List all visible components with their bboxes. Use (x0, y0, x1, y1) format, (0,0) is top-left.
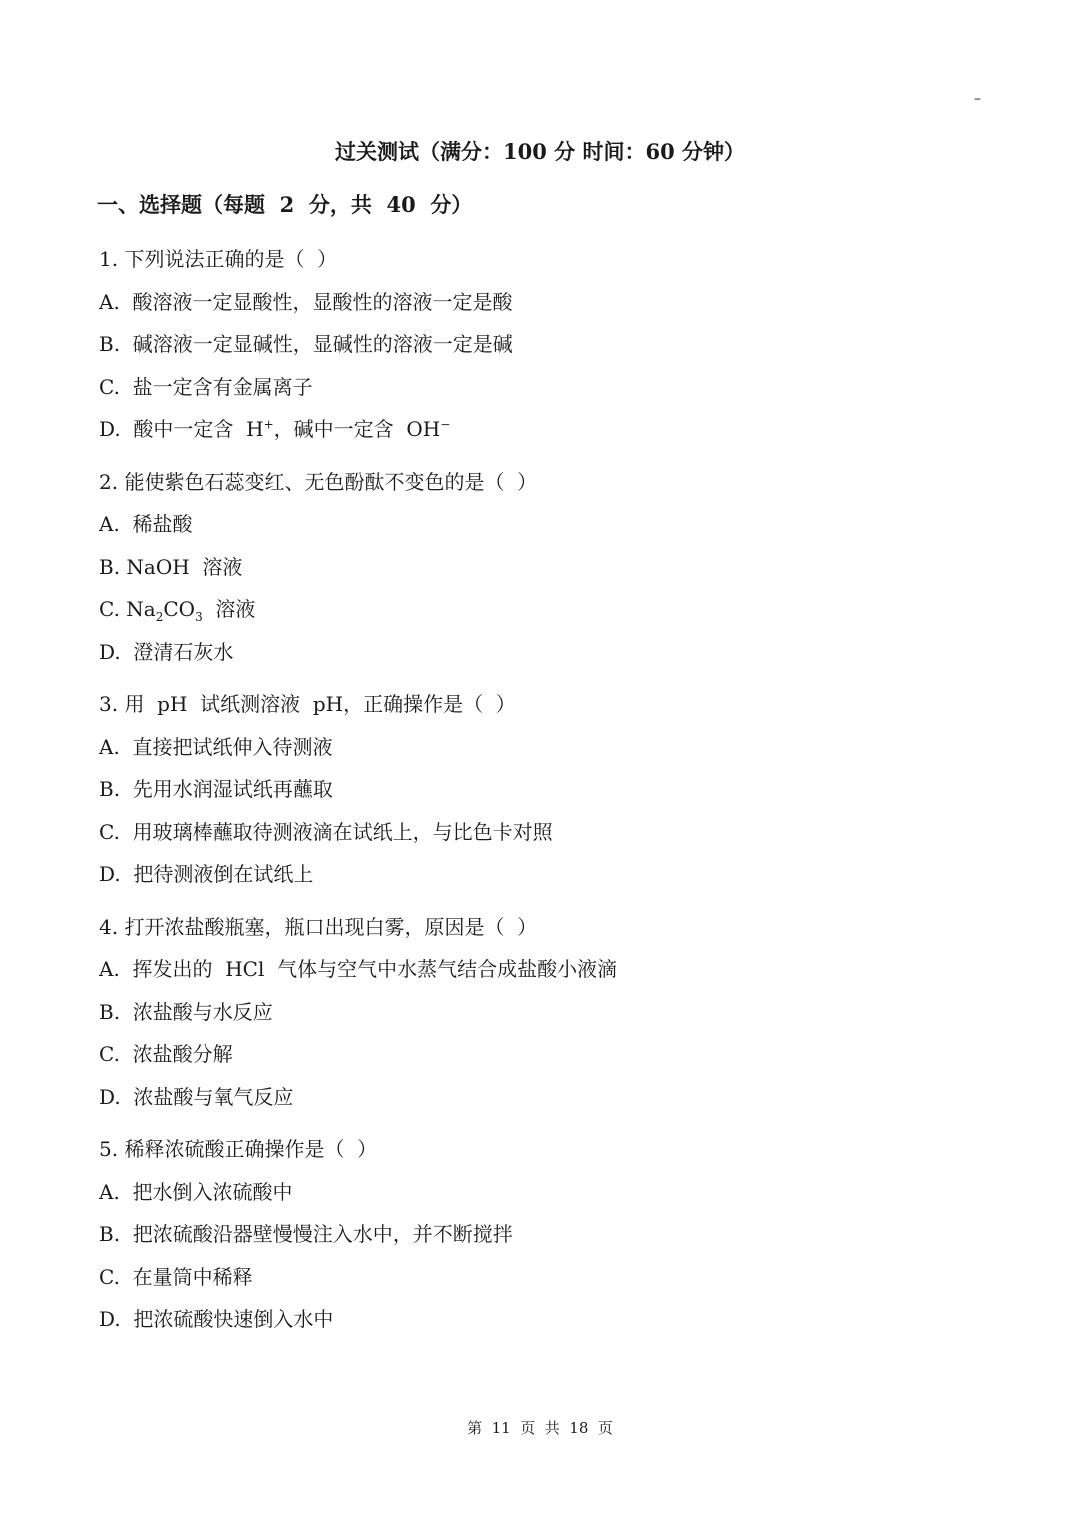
subscript-2: 2 (155, 610, 164, 624)
option-c-text: C. Na (99, 597, 156, 621)
option-c: C. 用玻璃棒蘸取待测液滴在试纸上，与比色卡对照 (99, 819, 553, 844)
option-d: D. 浓盐酸与氧气反应 (99, 1084, 294, 1109)
question-2 (99, 467, 979, 680)
question-list (99, 244, 979, 1357)
option-c (99, 594, 979, 637)
option-b: B. 把浓硫酸沿器壁慢慢注入水中，并不断搅拌 (99, 1222, 513, 1246)
option-b: B. 浓盐酸与水反应 (99, 999, 273, 1024)
option-d-text-2: ，碱中一定含 OH (273, 417, 441, 441)
option-c: C. 盐一定含有金属离子 (99, 374, 313, 399)
page-title: 过关测试（满分：100 分 时间：60 分钟） (335, 139, 745, 164)
question-3 (99, 689, 979, 902)
option-c-text-2: CO (163, 597, 196, 621)
page-footer: 第 11 页 共 18 页 (467, 1419, 613, 1437)
option-b: B. NaOH 溶液 (99, 554, 243, 579)
option-d: D. 把浓硫酸快速倒入水中 (99, 1307, 334, 1331)
question-stem: 1. 下列说法正确的是（ ） (99, 247, 338, 271)
corner-mark: – (974, 91, 981, 107)
option-a: A. 稀盐酸 (99, 512, 193, 536)
option-d (99, 414, 979, 457)
question-stem: 3. 用 pH 试纸测溶液 pH，正确操作是（ ） (99, 692, 516, 716)
option-a: A. 挥发出的 HCl 气体与空气中水蒸气结合成盐酸小液滴 (99, 957, 618, 981)
question-5 (99, 1134, 979, 1347)
option-b: B. 碱溶液一定显碱性，显碱性的溶液一定是碱 (99, 332, 513, 356)
hydrogen-ion-charge: + (263, 417, 274, 432)
subscript-3: 3 (195, 610, 203, 624)
option-d: D. 澄清石灰水 (99, 639, 234, 664)
section-heading: 一、选择题（每题 2 分，共 40 分） (97, 192, 473, 217)
question-stem: 5. 稀释浓硫酸正确操作是（ ） (99, 1137, 378, 1161)
option-b: B. 先用水润湿试纸再蘸取 (99, 777, 333, 801)
hydroxide-ion-charge: − (440, 417, 451, 432)
question-4 (99, 912, 979, 1125)
option-a: A. 把水倒入浓硫酸中 (99, 1179, 293, 1204)
question-stem: 2. 能使紫色石蕊变红、无色酚酞不变色的是（ ） (99, 469, 538, 494)
option-a: A. 直接把试纸伸入待测液 (99, 734, 333, 759)
option-d-text: D. 酸中一定含 H (99, 417, 264, 441)
option-a: A. 酸溶液一定显酸性，显酸性的溶液一定是酸 (99, 289, 513, 314)
question-1 (99, 244, 979, 457)
question-stem: 4. 打开浓盐酸瓶塞，瓶口出现白雾，原因是（ ） (99, 914, 538, 939)
option-d: D. 把待测液倒在试纸上 (99, 862, 314, 886)
option-c: C. 在量筒中稀释 (99, 1264, 253, 1289)
option-c: C. 浓盐酸分解 (99, 1042, 233, 1066)
option-c-text-3: 溶液 (202, 597, 256, 621)
